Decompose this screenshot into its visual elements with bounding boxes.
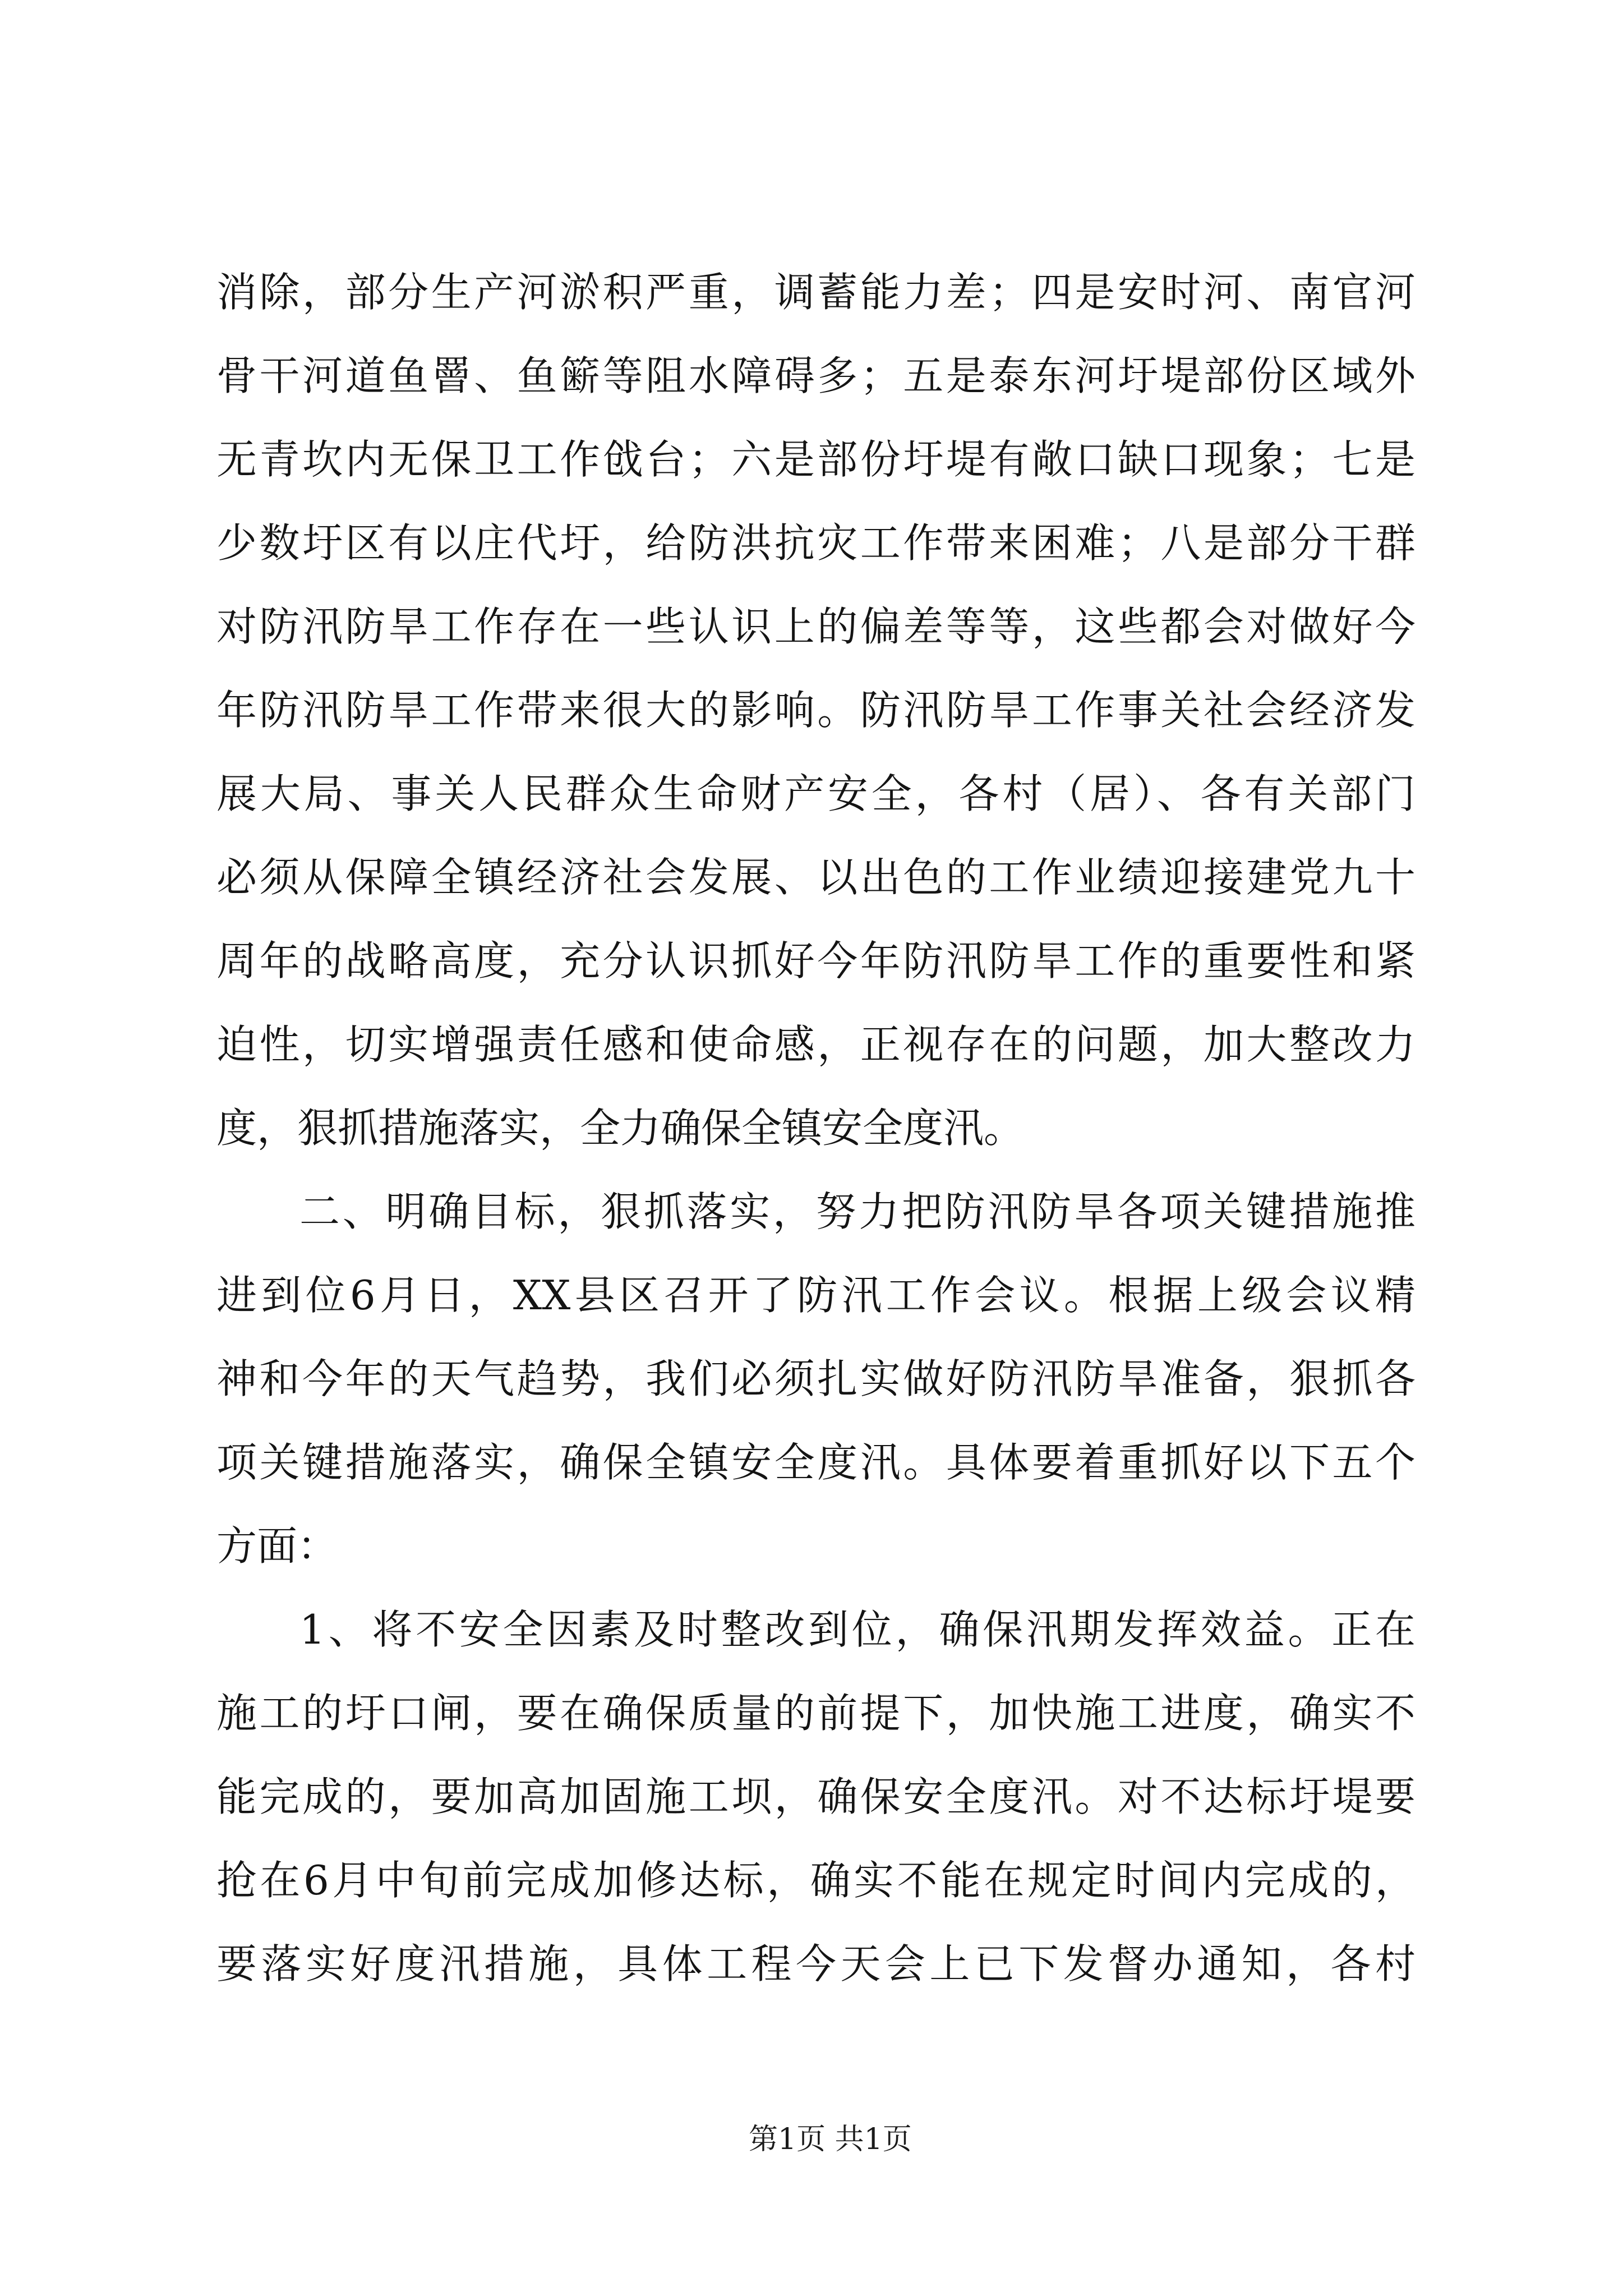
section-heading-line: 二、明确目标，狠抓落实，努力把防汛防旱各项关键措施推 xyxy=(299,1188,1415,1235)
text-line: 对防汛防旱工作存在一些认识上的偏差等等，这些都会对做好今 xyxy=(216,603,1415,650)
text-line: 年防汛防旱工作带来很大的影响。防汛防旱工作事关社会经济发 xyxy=(216,687,1415,734)
text-line: 要落实好度汛措施，具体工程今天会上已下发督办通知，各村 xyxy=(216,1940,1415,1987)
page-footer: 第1页 共1页 xyxy=(749,2123,912,2156)
text-line: 展大局、事关人民群众生命财产安全，各村（居）、各有关部门 xyxy=(216,770,1415,817)
text-line: 无青坎内无保卫工作戗台；六是部份圩堤有敞口缺口现象；七是 xyxy=(216,436,1415,483)
text-line: 方面： xyxy=(216,1522,338,1570)
text-line: 消除，部分生产河淤积严重，调蓄能力差；四是安时河、南官河 xyxy=(216,269,1415,316)
text-line: 迫性，切实增强责任感和使命感，正视存在的问题，加大整改力 xyxy=(216,1021,1415,1068)
text-line: 必须从保障全镇经济社会发展、以出色的工作业绩迎接建党九十 xyxy=(216,854,1415,901)
text-line: 周年的战略高度，充分认识抓好今年防汛防旱工作的重要性和紧 xyxy=(216,937,1415,984)
text-line: 神和今年的天气趋势，我们必须扎实做好防汛防旱准备，狠抓各 xyxy=(216,1355,1415,1402)
text-line: 施工的圩口闸，要在确保质量的前提下，加快施工进度，确实不 xyxy=(216,1690,1415,1737)
text-line: 能完成的，要加高加固施工坝，确保安全度汛。对不达标圩堤要 xyxy=(216,1773,1415,1820)
text-line: 进到位6月日，XX县区召开了防汛工作会议。根据上级会议精 xyxy=(216,1272,1415,1319)
text-line: 抢在6月中旬前完成加修达标，确实不能在规定时间内完成的， xyxy=(216,1857,1415,1904)
text-line: 少数圩区有以庄代圩，给防洪抗灾工作带来困难；八是部分干群 xyxy=(216,519,1415,567)
list-item-line: 1、将不安全因素及时整改到位，确保汛期发挥效益。正在 xyxy=(299,1606,1415,1653)
text-line: 项关键措施落实，确保全镇安全度汛。具体要着重抓好以下五个 xyxy=(216,1439,1415,1486)
text-line: 度，狠抓措施落实，全力确保全镇安全度汛。 xyxy=(216,1105,1025,1152)
text-line: 骨干河道鱼罾、鱼簖等阻水障碍多；五是泰东河圩堤部份区域外 xyxy=(216,352,1415,399)
